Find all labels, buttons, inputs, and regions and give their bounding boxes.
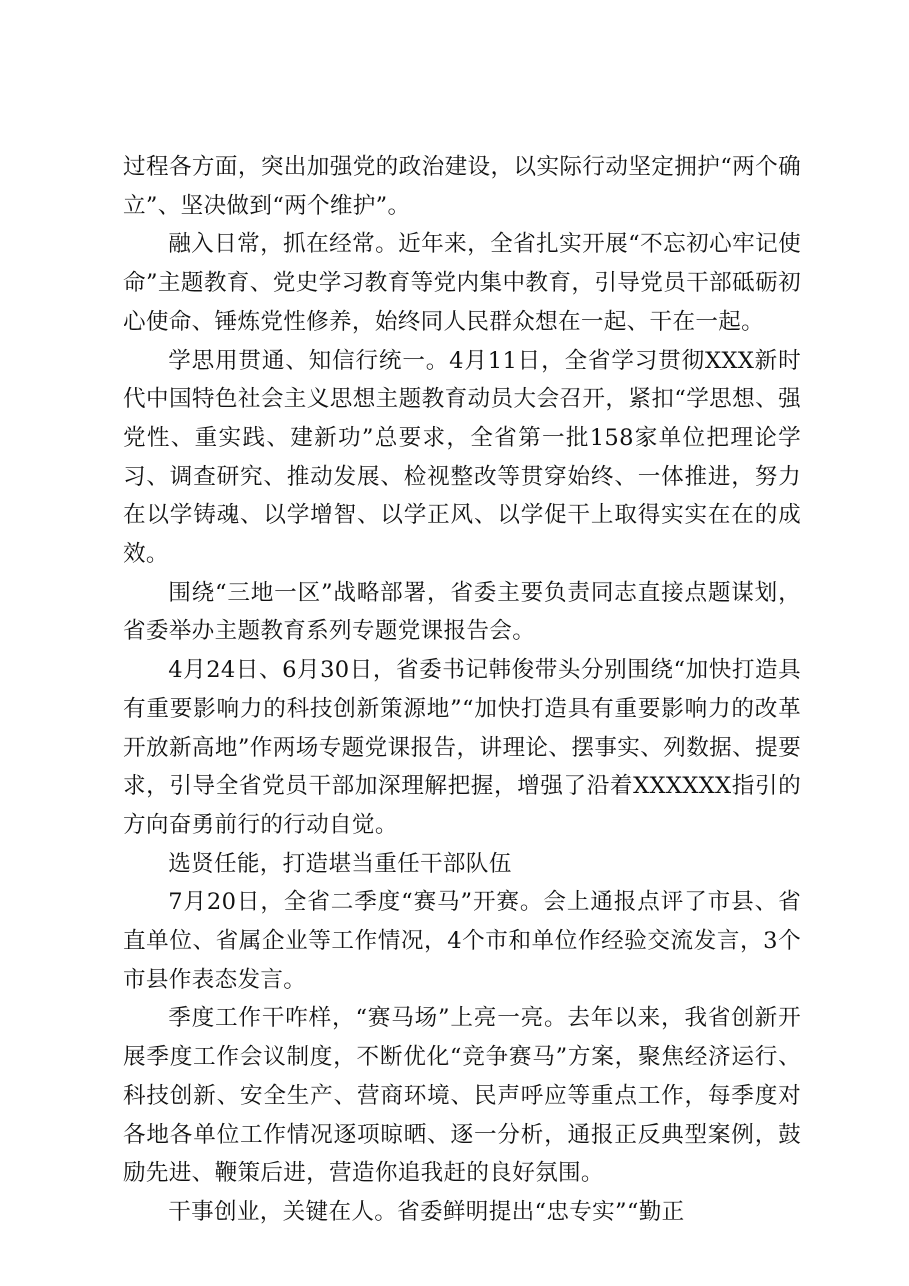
paragraph-continuation: 过程各方面，突出加强党的政治建设，以实际行动坚定拥护“两个确立”、坚决做到“两个维护”。 — [123, 154, 801, 219]
paragraph-quarterly-race: 7月20日，全省二季度“赛马”开赛。会上通报点评了市县、省直单位、省属企业等工作情况，4个市和单位作经验交流发言，3个市县作表态发言。 — [123, 889, 801, 993]
paragraph-strategic-deployment: 围绕“三地一区”战略部署，省委主要负责同志直接点题谋划，省委举办主题教育系列专题党课报告会。 — [123, 579, 801, 645]
section-heading: 选贤任能，打造堪当重任干部队伍 — [168, 850, 512, 877]
paragraph-cadre-building: 干事创业，关键在人。省委鲜明提出“忠专实”“勤正 — [168, 1198, 685, 1225]
paragraph-party-lectures: 4月24日、6月30日，省委书记韩俊带头分别围绕“加快打造具有重要影响力的科技创新策源地”“加快打造具有重要影响力的改革开放新高地”作两场专题党课报告，讲理论、摆事实、列数据、提要求，引导全省党员干部加深理解把握，增强了沿着XXXXXX指引的方向奋勇前行的行动自觉。 — [123, 657, 801, 838]
document-body — [123, 148, 801, 1232]
paragraph-quarterly-meeting: 季度工作干咋样，“赛马场”上亮一亮。去年以来，我省创新开展季度工作会议制度，不断优化“竞争赛马”方案，聚焦经济运行、科技创新、安全生产、营商环境、民声呼应等重点工作，每季度对各地各单位工作情况逐项晾晒、逐一分析，通报正反典型案例，鼓励先进、鞭策后进，营造你追我赶的良好氛围。 — [123, 1005, 801, 1187]
paragraph-theme-education: 学思用贯通、知信行统一。4月11日，全省学习贯彻XXX新时代中国特色社会主义思想主题教育动员大会召开，紧扣“学思想、强党性、重实践、建新功”总要求，全省第一批158家单位把理论学习、调查研究、推动发展、检视整改等贯穿始终、一体推进，努力在以学铸魂、以学增智、以学正风、以学促干上取得实实在在的成效。 — [123, 347, 801, 568]
paragraph-daily-education: 融入日常，抓在经常。近年来，全省扎实开展“不忘初心牢记使命”主题教育、党史学习教育等党内集中教育，引导党员干部砥砺初心使命、锤炼党性修养，始终同人民群众想在一起、干在一起。 — [123, 231, 801, 335]
